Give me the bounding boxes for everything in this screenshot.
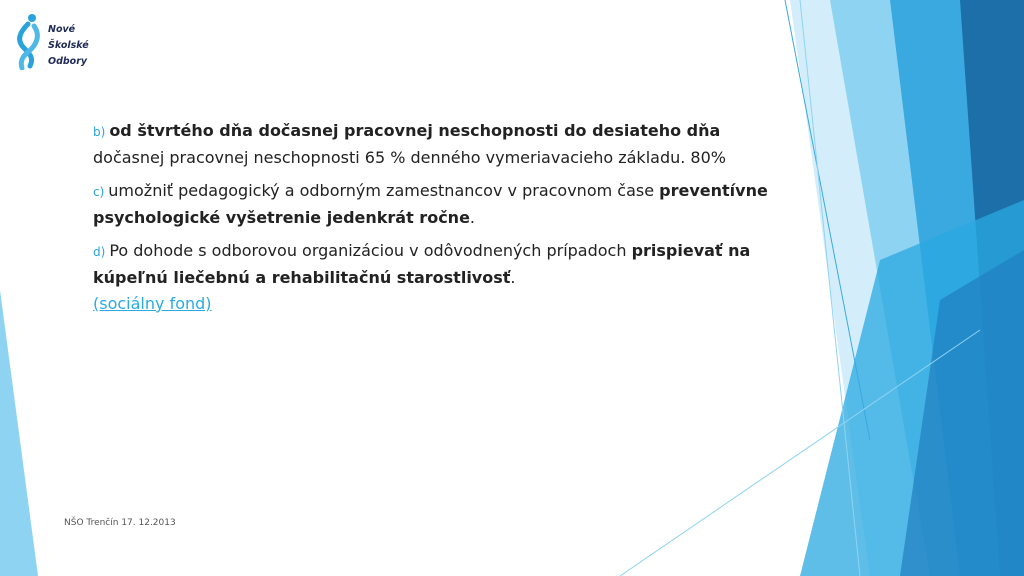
item-marker: b) — [93, 125, 106, 139]
left-deco-shape — [0, 290, 38, 576]
logo-line-2: Školské — [48, 40, 89, 51]
item-text: umožniť pedagogický a odborným zamestnancov v pracovnom čase — [108, 181, 660, 200]
slide-content — [93, 118, 773, 324]
ribbon-figure-icon — [10, 10, 46, 70]
social-fund-link[interactable]: (sociálny fond) — [93, 294, 212, 313]
logo-line-3: Odbory — [48, 56, 88, 67]
item-tail: . — [469, 208, 476, 227]
footer-text: NŠO Trenčín 17. 12.2013 — [64, 518, 176, 528]
item-marker: d) — [93, 245, 106, 259]
item-bold-text: preventívne psychologické vyšetrenie jedenkrát ročne — [93, 181, 768, 227]
item-tail: . — [510, 268, 516, 287]
logo — [10, 10, 100, 70]
list-item-d — [93, 238, 773, 317]
logo-line-1: Nové — [48, 24, 76, 35]
item-bold-text: od štvrtého dňa dočasnej pracovnej neschopnosti do desiateho dňa — [109, 121, 721, 140]
item-marker: c) — [93, 185, 105, 199]
list-item-c — [93, 178, 773, 231]
list-item-b — [93, 118, 773, 171]
logo-text — [48, 22, 89, 70]
item-text: Po dohode s odborovou organizáciou v odôvodnených prípadoch — [109, 241, 632, 260]
item-bold-text: prispievať na kúpeľnú liečebnú a rehabilitačnú starostlivosť — [93, 241, 751, 287]
item-text: dočasnej pracovnej neschopnosti 65 % denného vymeriavacieho základu. 80% — [93, 148, 726, 167]
